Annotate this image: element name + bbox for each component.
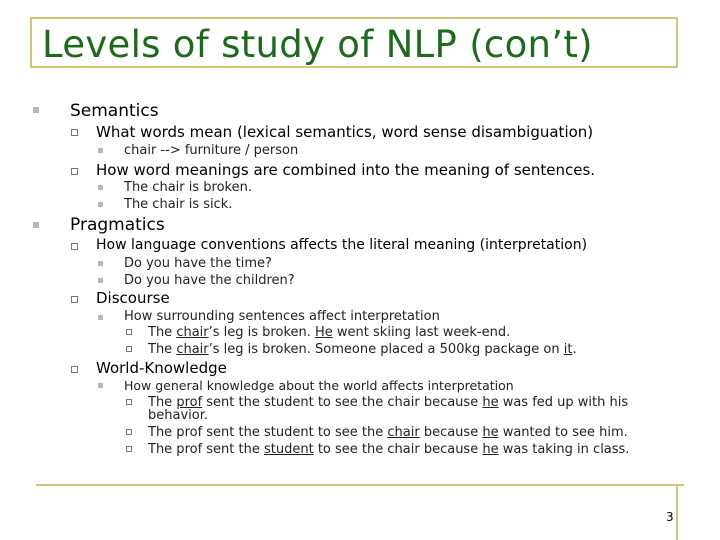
world-example-3: The prof sent the student to see the chair because he was taking in class. <box>148 442 630 457</box>
hollow-bullet-icon <box>71 366 78 373</box>
bullet-square-icon <box>98 202 103 207</box>
semantics-heading: Semantics <box>70 101 159 121</box>
bullet-square-icon <box>98 315 103 320</box>
semantics-words-text: What words mean (lexical semantics, word sense disambiguation) <box>96 123 594 141</box>
hollow-bullet-icon <box>126 346 132 352</box>
title-frame-left <box>30 17 32 66</box>
world-example-1: The prof sent the student to see the chair because he was fed up with his <box>148 395 629 410</box>
semantics-sentences-text: How word meanings are combined into the meaning of sentences. <box>96 161 596 179</box>
underlined-word: he <box>482 425 499 440</box>
bullet-square-icon <box>98 261 103 266</box>
hollow-bullet-icon <box>126 399 132 405</box>
footer-frame-right <box>676 486 678 540</box>
underlined-word: chair <box>176 342 209 357</box>
bullet-square-icon <box>98 383 103 388</box>
page-number: 3 <box>666 510 674 524</box>
hollow-bullet-icon <box>71 243 78 250</box>
underlined-word: chair <box>176 325 209 340</box>
world-example-1-continuation: behavior. <box>148 408 208 423</box>
underlined-word: student <box>264 442 314 457</box>
underlined-word: chair <box>387 425 420 440</box>
semantics-words-example: chair --> furniture / person <box>124 143 299 158</box>
pragmatics-conventions-example-2: Do you have the children? <box>124 273 295 288</box>
world-knowledge-text: How general knowledge about the world affects interpretation <box>124 378 514 393</box>
hollow-bullet-icon <box>126 329 132 335</box>
world-example-2: The prof sent the student to see the chair because he wanted to see him. <box>148 425 628 440</box>
bullet-square-icon <box>98 148 103 153</box>
pragmatics-conventions-text: How language conventions affects the literal meaning (interpretation) <box>96 237 588 253</box>
bullet-square-icon <box>98 185 103 190</box>
semantics-sentence-example-2: The chair is sick. <box>124 197 233 212</box>
footer-rule <box>36 484 684 486</box>
bullet-square-icon <box>98 278 103 283</box>
bullet-square-icon <box>33 107 39 113</box>
title-frame-right <box>676 17 678 66</box>
underlined-word: He <box>315 325 333 340</box>
discourse-text: How surrounding sentences affect interpretation <box>124 309 440 324</box>
pragmatics-conventions-example-1: Do you have the time? <box>124 256 272 271</box>
semantics-sentence-example-1: The chair is broken. <box>124 180 252 195</box>
underlined-word: prof <box>176 395 203 410</box>
discourse-example-2: The chair’s leg is broken. Someone placed a 500kg package on it. <box>148 342 577 357</box>
underlined-word: he <box>482 442 499 457</box>
hollow-bullet-icon <box>71 168 78 175</box>
hollow-bullet-icon <box>126 429 132 435</box>
underlined-word: it <box>563 342 573 357</box>
hollow-bullet-icon <box>71 129 78 136</box>
hollow-bullet-icon <box>126 446 132 452</box>
pragmatics-heading: Pragmatics <box>70 215 165 235</box>
world-knowledge-heading: World-Knowledge <box>96 359 227 377</box>
discourse-example-1: The chair’s leg is broken. He went skiing last week-end. <box>148 325 511 340</box>
slide-title: Levels of study of NLP (con’t) <box>42 23 593 66</box>
title-frame-top <box>30 17 678 19</box>
underlined-word: he <box>482 395 499 410</box>
bullet-square-icon <box>33 222 39 228</box>
discourse-heading: Discourse <box>96 289 170 307</box>
hollow-bullet-icon <box>71 296 78 303</box>
